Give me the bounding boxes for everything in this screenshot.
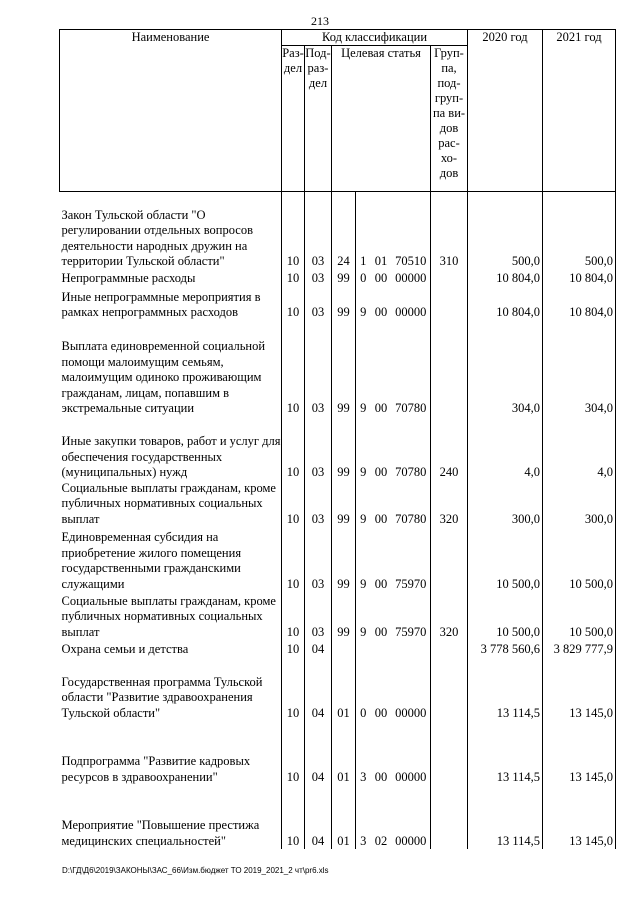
row-value-2021: 13 145,0	[543, 721, 616, 785]
row-target-event: 00	[374, 576, 388, 591]
row-expense-group: 240	[431, 417, 468, 481]
table-row	[60, 592, 616, 640]
row-target-event: 00	[374, 624, 388, 639]
row-value-2021: 500,0	[543, 192, 616, 270]
row-podrazdel: 03	[305, 417, 332, 481]
row-podrazdel: 03	[305, 592, 332, 640]
row-value-2020: 3 778 560,6	[468, 640, 543, 657]
row-value-2020: 10 804,0	[468, 270, 543, 287]
row-podrazdel: 03	[305, 481, 332, 528]
row-expense-group	[431, 527, 468, 592]
row-target-subprogram: 0	[360, 705, 367, 720]
row-name: Социальные выплаты гражданам, кроме публичных нормативных социальных выплат	[61, 593, 276, 639]
row-expense-group	[431, 270, 468, 287]
row-name: Непрограммные расходы	[61, 271, 196, 285]
header-razdel: Раз- дел	[282, 46, 305, 192]
row-podrazdel: 04	[305, 785, 332, 849]
row-target-subprogram: 9	[360, 624, 367, 639]
row-target-event: 00	[374, 511, 388, 526]
row-expense-group	[431, 657, 468, 721]
row-target-program: 99	[332, 417, 356, 481]
row-razdel: 10	[282, 417, 305, 481]
row-razdel: 10	[282, 321, 305, 417]
row-target-event: 00	[374, 769, 388, 784]
row-target-subprogram: 0	[360, 271, 367, 285]
row-expense-group: 310	[431, 192, 468, 270]
row-value-2021: 10 500,0	[543, 592, 616, 640]
row-name: Социальные выплаты гражданам, кроме публичных нормативных социальных выплат	[61, 480, 276, 526]
row-name: Подпрограмма "Развитие кадровых ресурсов в здравоохранении"	[61, 754, 251, 784]
row-name: Иные закупки товаров, работ и услуг для обеспечения государственных (муниципальных) нужд	[61, 434, 281, 479]
row-razdel: 10	[282, 592, 305, 640]
header-2021: 2021 год	[543, 30, 616, 192]
row-value-2021: 10 500,0	[543, 527, 616, 592]
row-target-direction: 00000	[395, 271, 427, 285]
row-razdel: 10	[282, 785, 305, 849]
row-name: Иные непрограммные мероприятия в рамках непрограммных расходов	[61, 289, 261, 319]
row-razdel: 10	[282, 192, 305, 270]
row-razdel: 10	[282, 287, 305, 321]
row-target-program: 01	[332, 721, 356, 785]
row-target-direction: 75970	[395, 624, 427, 639]
row-target-direction: 70510	[395, 254, 427, 268]
row-podrazdel: 04	[305, 657, 332, 721]
table-row	[60, 270, 616, 287]
header-name: Наименование	[60, 30, 282, 192]
row-value-2020: 13 114,5	[468, 785, 543, 849]
row-target-event: 01	[374, 254, 388, 268]
row-expense-group	[431, 640, 468, 657]
row-value-2020: 500,0	[468, 192, 543, 270]
row-value-2020: 13 114,5	[468, 657, 543, 721]
row-value-2020: 13 114,5	[468, 721, 543, 785]
table-row	[60, 417, 616, 481]
row-podrazdel: 04	[305, 721, 332, 785]
row-podrazdel: 03	[305, 270, 332, 287]
row-target-program: 99	[332, 481, 356, 528]
row-expense-group	[431, 721, 468, 785]
row-target-program: 99	[332, 592, 356, 640]
row-name: Закон Тульской области "О регулировании отдельных вопросов деятельности народных дружин на территории Тульской области"	[61, 207, 253, 268]
row-target-direction: 70780	[395, 511, 427, 526]
row-target-direction: 70780	[395, 401, 427, 415]
table-row	[60, 640, 616, 657]
row-target-event: 00	[374, 271, 388, 285]
row-target-program: 99	[332, 270, 356, 287]
row-target-subprogram: 9	[360, 305, 367, 319]
row-target-program: 01	[332, 785, 356, 849]
row-target-program: 24	[332, 192, 356, 270]
row-name: Единовременная субсидия на приобретение жилого помещения государственными гражданскими служащими	[61, 530, 242, 591]
row-expense-group	[431, 287, 468, 321]
row-value-2021: 4,0	[543, 417, 616, 481]
row-target-program: 01	[332, 657, 356, 721]
row-razdel: 10	[282, 270, 305, 287]
row-target-direction: 00000	[395, 705, 427, 720]
row-value-2021: 3 829 777,9	[543, 640, 616, 657]
row-podrazdel: 03	[305, 287, 332, 321]
row-value-2020: 4,0	[468, 417, 543, 481]
row-target-direction	[392, 640, 431, 657]
row-target-event: 00	[374, 401, 388, 415]
row-value-2021: 13 145,0	[543, 657, 616, 721]
row-value-2020: 10 500,0	[468, 592, 543, 640]
row-podrazdel: 03	[305, 321, 332, 417]
header-code: Код классификации	[282, 30, 468, 46]
row-razdel: 10	[282, 481, 305, 528]
row-target-direction: 00000	[395, 769, 427, 784]
table-row	[60, 321, 616, 417]
row-expense-group: 320	[431, 481, 468, 528]
header-podrazdel: Под- раз- дел	[305, 46, 332, 192]
row-razdel: 10	[282, 527, 305, 592]
row-target-program: 99	[332, 321, 356, 417]
row-expense-group: 320	[431, 592, 468, 640]
table-row	[60, 785, 616, 849]
footer-file-path: D:\ГД\Д6\2019\ЗАКОНЫ\ЗАС_66\Изм.бюджет ТО 2019_2021_2 чт\pr6.xls	[62, 866, 329, 875]
table-row	[60, 287, 616, 321]
row-target-direction: 70780	[395, 465, 427, 479]
row-podrazdel: 03	[305, 527, 332, 592]
row-value-2020: 300,0	[468, 481, 543, 528]
row-razdel: 10	[282, 640, 305, 657]
row-target-event: 00	[374, 465, 388, 479]
table-row	[60, 481, 616, 528]
row-target-program: 99	[332, 527, 356, 592]
row-target-direction: 00000	[395, 833, 427, 848]
page-number: 213	[311, 14, 329, 28]
header-target: Целевая статья	[332, 46, 431, 192]
row-razdel: 10	[282, 657, 305, 721]
header-group: Груп- па, под- груп- па ви- дов рас- хо- дов	[431, 46, 468, 192]
row-expense-group	[431, 321, 468, 417]
row-name: Мероприятие "Повышение престижа медицинских специальностей"	[61, 818, 260, 848]
row-target-subprogram: 9	[360, 401, 367, 415]
table-row	[60, 527, 616, 592]
budget-table	[59, 29, 616, 849]
row-target-subprogram: 1	[360, 254, 367, 268]
row-value-2020: 304,0	[468, 321, 543, 417]
row-target-event: 00	[374, 705, 388, 720]
row-razdel: 10	[282, 721, 305, 785]
row-target-subprogram: 3	[360, 769, 367, 784]
row-value-2021: 300,0	[543, 481, 616, 528]
row-target-subprogram: 9	[360, 511, 367, 526]
row-name: Государственная программа Тульской области "Развитие здравоохранения Тульской области"	[61, 674, 263, 720]
row-target-subprogram: 9	[360, 576, 367, 591]
table-row	[60, 657, 616, 721]
row-name: Выплата единовременной социальной помощи малоимущим семьям, малоимущим одиноко проживающим гражданам, лицам, попавшим в экстремальные ситуации	[61, 339, 266, 415]
row-value-2020: 10 804,0	[468, 287, 543, 321]
row-target-subprogram: 3	[360, 833, 367, 848]
row-value-2021: 10 804,0	[543, 287, 616, 321]
row-target-direction: 75970	[395, 576, 427, 591]
row-target-subprogram	[356, 640, 371, 657]
row-target-subprogram: 9	[360, 465, 367, 479]
row-name: Охрана семьи и детства	[61, 641, 189, 656]
row-value-2020: 10 500,0	[468, 527, 543, 592]
row-podrazdel: 03	[305, 192, 332, 270]
row-value-2021: 10 804,0	[543, 270, 616, 287]
row-value-2021: 13 145,0	[543, 785, 616, 849]
row-podrazdel: 04	[305, 640, 332, 657]
table-row	[60, 192, 616, 270]
row-target-program	[332, 640, 356, 657]
row-target-event	[371, 640, 392, 657]
row-target-event: 00	[374, 305, 388, 319]
row-target-event: 02	[374, 833, 388, 848]
row-value-2021: 304,0	[543, 321, 616, 417]
header-2020: 2020 год	[468, 30, 543, 192]
row-expense-group	[431, 785, 468, 849]
row-target-program: 99	[332, 287, 356, 321]
table-row	[60, 721, 616, 785]
row-target-direction: 00000	[395, 305, 427, 319]
